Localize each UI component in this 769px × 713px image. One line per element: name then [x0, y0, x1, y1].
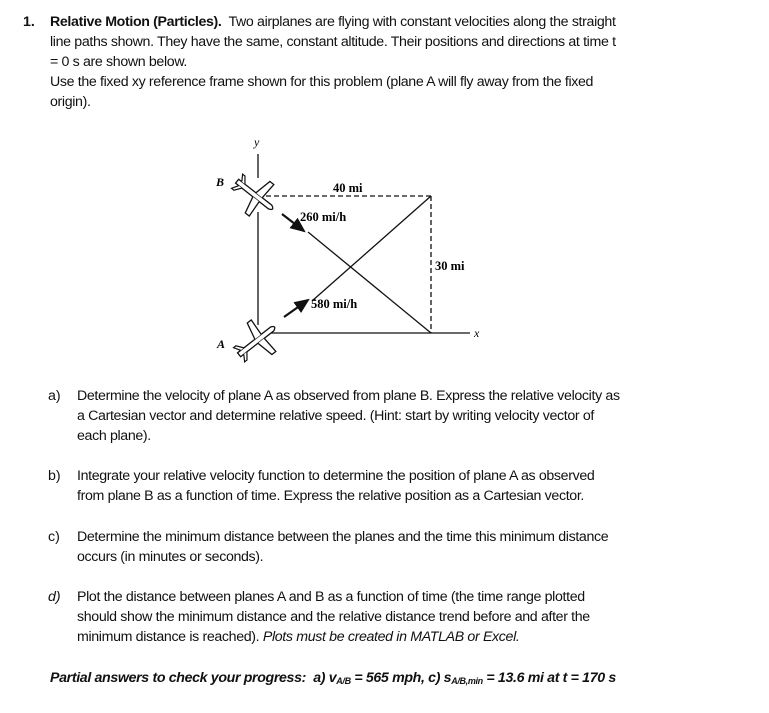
question-c: Determine the minimum distance between the planes and the time this minimum distance occurs (in minutes or seconds).	[77, 529, 609, 565]
vertical-distance-label: 30 mi	[435, 259, 465, 273]
problem-intro	[50, 12, 740, 112]
horizontal-distance-label: 40 mi	[333, 181, 363, 195]
plane-a-label: A	[217, 337, 226, 351]
question-a: Determine the velocity of plane A as observed from plane B. Express the relative velocity as a Cartesian vector and determine relative speed. (Hint: start by writing velocity vector of each plane).	[77, 388, 620, 444]
plot-requirement: Plots must be created in MATLAB or Excel.	[262, 629, 520, 645]
intro-line-3: = 0 s are shown below.	[50, 54, 188, 70]
intro-line-5: origin).	[50, 94, 91, 110]
x-axis-label: x	[474, 326, 480, 340]
plane-a-icon	[227, 311, 287, 370]
plane-b-icon	[225, 165, 285, 224]
question-d-label: d)	[48, 589, 61, 605]
relative-motion-diagram	[190, 130, 500, 370]
plane-b-path	[308, 232, 431, 333]
question-b-label: b)	[48, 468, 61, 484]
question-b: Integrate your relative velocity function to determine the position of plane A as observed from plane B as a function of time. Express the relative position as a Cartesian vector.	[77, 468, 595, 504]
plane-a-velocity-arrow	[284, 300, 308, 317]
intro-line-2: line paths shown. They have the same, constant altitude. Their positions and directions at time t	[50, 34, 616, 50]
question-a-label: a)	[48, 388, 61, 404]
problem-number: 1.	[23, 14, 35, 30]
question-d: Plot the distance between planes A and B as a function of time (the time range plotted should show the minimum distance and the relative distance trend before and after the minimum distance is reached). Plots must be created in MATLAB or Excel.	[77, 589, 590, 645]
plane-a-speed-label: 580 mi/h	[311, 297, 358, 311]
intro-line-4: Use the fixed xy reference frame shown for this problem (plane A will fly away from the fixed	[50, 74, 594, 90]
intro-line-1: Relative Motion (Particles). Two airplanes are flying with constant velocities along the straight	[50, 14, 616, 30]
plane-b-label: B	[216, 175, 225, 189]
y-axis-label: y	[254, 135, 260, 149]
problem-title: Relative Motion (Particles).	[50, 14, 222, 30]
partial-answers: Partial answers to check your progress: a) $v_{A/B} = 565$ mph, c) $s_{A/B,min} = 13.6$ mi at t = 170 s	[50, 670, 616, 686]
plane-b-speed-label: 260 mi/h	[300, 210, 347, 224]
question-c-label: c)	[48, 529, 60, 545]
